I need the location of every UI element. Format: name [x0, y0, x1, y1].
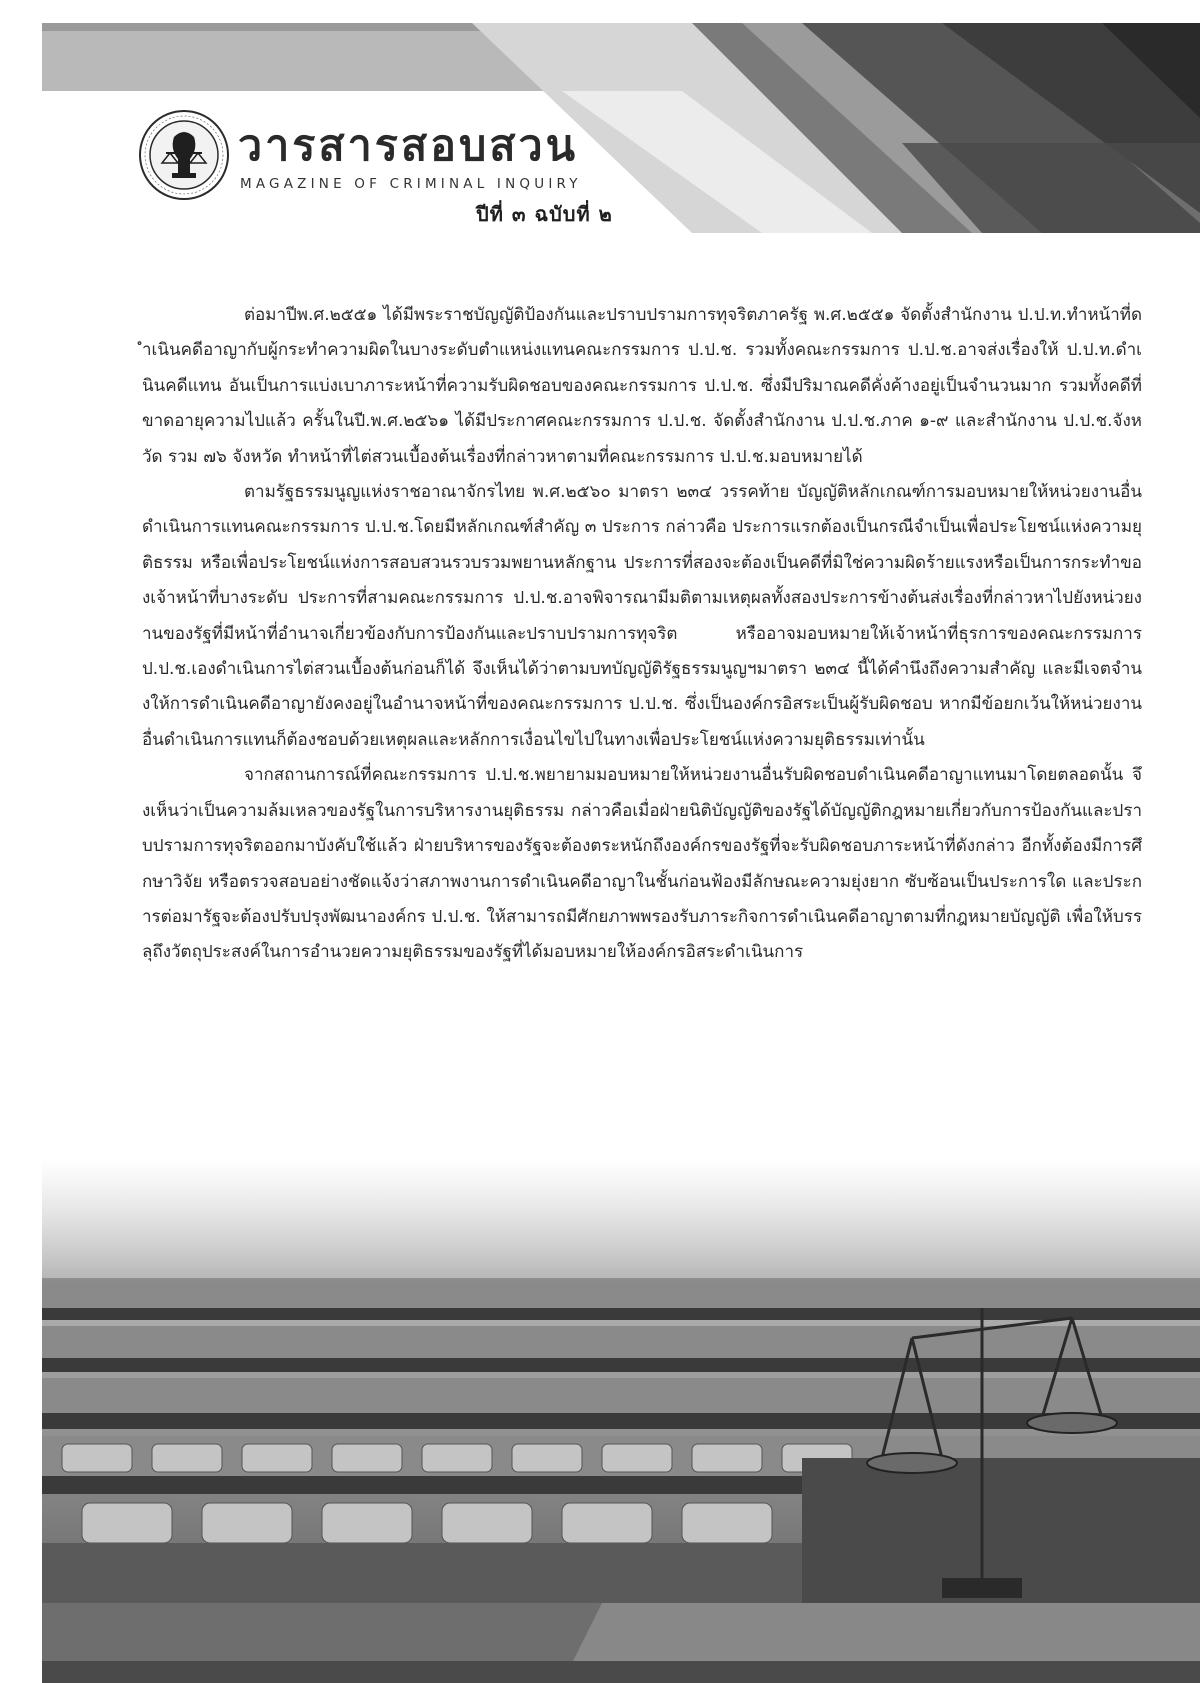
- masthead: [138, 109, 698, 239]
- issue-number: ปีที่ ๓ ฉบับที่ ๒: [476, 202, 613, 226]
- article-paragraph-1: ต่อมาปีพ.ศ.๒๕๕๑ ได้มีพระราชบัญญัติป้องกันและปราบปรามการทุจริตภาครัฐ พ.ศ.๒๕๕๑ จัดตั้งสำนักงาน ป.ป.ท.ทำหน้าที่ดำเนินคดีอาญากับผู้กระทำความผิดในบางระดับตำแหน่งแทนคณะกรรมการ ป.ป.ช. รวมทั้งคณะกรรมการ ป.ป.ช.อาจส่งเรื่องให้ ป.ป.ท.ดำเนินคดีแทน อันเป็นการแบ่งเบาภาระหน้าที่ความรับผิดชอบของคณะกรรมการ ป.ป.ช. ซึ่งมีปริมาณคดีคั่งค้างอยู่เป็นจำนวนมาก รวมทั้งคดีที่ขาดอายุความไปแล้ว ครั้นในปี.พ.ศ.๒๕๖๑ ได้มีประกาศคณะกรรมการ ป.ป.ช. จัดตั้งสำนักงาน ป.ป.ช.ภาค ๑-๙ และสำนักงาน ป.ป.ช.จังหวัด รวม ๗๖ จังหวัด ทำหน้าที่ไต่สวนเบื้องต้นเรื่องที่กล่าวหาตามที่คณะกรรมการ ป.ป.ช.มอบหมายได้: [142, 305, 1142, 467]
- magazine-page: [42, 23, 1200, 1683]
- magazine-title-thai: วารสารสอบสวน: [238, 121, 579, 171]
- article-paragraph-3: จากสถานการณ์ที่คณะกรรมการ ป.ป.ช.พยายามมอบหมายให้หน่วยงานอื่นรับผิดชอบดำเนินคดีอาญาแทนมาโดยตลอดนั้น จึงเห็นว่าเป็นความล้มเหลวของรัฐในการบริหารงานยุติธรรม กล่าวคือเมื่อฝ่ายนิติบัญญัติของรัฐได้บัญญัติกฎหมายเกี่ยวกับการป้องกันและปราบปรามการทุจริตออกมาบังคับใช้แล้ว ฝ่ายบริหารของรัฐจะต้องตระหนักถึงองค์กรของรัฐที่จะรับผิดชอบภาระหน้าที่ดังกล่าว อีกทั้งต้องมีการศึกษาวิจัย หรือตรวจสอบอย่างชัดแจ้งว่าสภาพงานการดำเนินคดีอาญาในชั้นก่อนฟ้องมีลักษณะความยุ่งยาก ซับซ้อนเป็นประการใด และประการต่อมารัฐจะต้องปรับปรุงพัฒนาองค์กร ป.ป.ช. ให้สามารถมีศักยภาพพรองรับภาระกิจการดำเนินคดีอาญาตามที่กฎหมายบัญญัติ เพื่อให้บรรลุถึงวัตถุประสงค์ในการอำนวยความยุติธรรมของรัฐที่ได้มอบหมายให้องค์กรอิสระดำเนินการ: [142, 765, 1142, 963]
- magazine-title-english: MAGAZINE OF CRIMINAL INQUIRY: [240, 176, 582, 192]
- article-paragraph-2: ตามรัฐธรรมนูญแห่งราชอาณาจักรไทย พ.ศ.๒๕๖๐ มาตรา ๒๓๔ วรรคท้าย บัญญัติหลักเกณฑ์การมอบหมายให้หน่วยงานอื่นดำเนินการแทนคณะกรรมการ ป.ป.ช.โดยมีหลักเกณฑ์สำคัญ ๓ ประการ กล่าวคือ ประการแรกต้องเป็นกรณีจำเป็นเพื่อประโยชน์แห่งความยุติธรรม หรือเพื่อประโยชน์แห่งการสอบสวนรวบรวมพยานหลักฐาน ประการที่สองจะต้องเป็นคดีที่มิใช่ความผิดร้ายแรงหรือเป็นการกระทำของเจ้าหน้าที่บางระดับ ประการที่สามคณะกรรมการ ป.ป.ช.อาจพิจารณามีมติตามเหตุผลทั้งสองประการข้างต้นส่งเรื่องที่กล่าวหาไปยังหน่วยงานของรัฐที่มีหน้าที่อำนาจเกี่ยวข้องกับการป้องกันและปราบปรามการทุจริต หรืออาจมอบหมายให้เจ้าหน้าที่ธุรการของคณะกรรมการ ป.ป.ช.เองดำเนินการไต่สวนเบื้องต้นก่อนก็ได้ จึงเห็นได้ว่าตามบทบัญญัติรัฐธรรมนูญฯมาตรา ๒๓๔ นี้ได้คำนึงถึงความสำคัญ และมีเจตจำนงให้การดำเนินคดีอาญายังคงอยู่ในอำนาจหน้าที่ของคณะกรรมการ ป.ป.ช. ซึ่งเป็นองค์กรอิสระเป็นผู้รับผิดชอบ หากมีข้อยกเว้นให้หน่วยงานอื่นดำเนินการแทนก็ต้องชอบด้วยเหตุผลและหลักการเงื่อนไขไปในทางเพื่อประโยชน์แห่งความยุติธรรมเท่านั้น: [142, 482, 1142, 750]
- footer-banner: [42, 1603, 1200, 1683]
- association-seal-icon: [138, 109, 230, 201]
- courtroom-illustration: [42, 1158, 1200, 1603]
- article-body: [142, 298, 1142, 971]
